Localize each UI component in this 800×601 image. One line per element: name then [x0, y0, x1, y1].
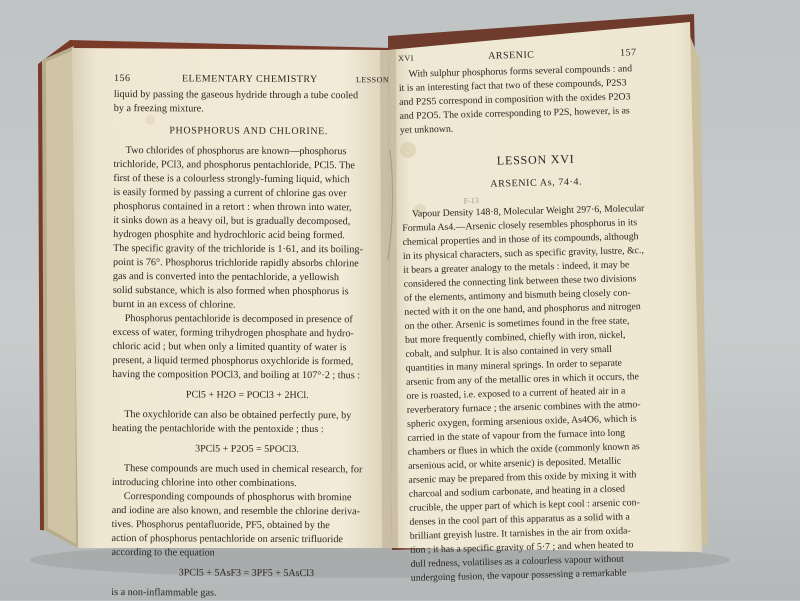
text-line: dull redness, volatilises as a colourless vapour without [410, 553, 624, 570]
section-heading: PHOSPHORUS AND CHLORINE. [169, 125, 329, 138]
text-line: yet unknown. [399, 123, 454, 136]
text-line: carried in the state of vapour from the furnace into long [407, 427, 626, 444]
text-line: Two chlorides of phosphorus are known—phosphorus [125, 145, 347, 158]
text-line: Phosphorus pentachloride is decomposed in presence of [124, 313, 353, 326]
left-page-text [111, 72, 390, 601]
left-running-head-right: LESSON [355, 75, 390, 85]
left-page-number: 156 [113, 72, 131, 85]
text-line: burnt in an excess of chlorine. [112, 298, 236, 311]
text-line: of the elements, antimony and bismuth being closely con- [403, 287, 631, 304]
text-line: is a non-inflammable gas. [111, 586, 217, 599]
text-line: point is 76°. Phosphorus trichloride rapidly absorbs chlorine [112, 256, 359, 270]
text-line: The specific gravity of the trichloride is 1·61, and its boiling- [113, 242, 363, 256]
text-line: crucible, the upper part of which is kept cool : arsenic con- [409, 497, 640, 514]
text-line: according to the equation [111, 546, 215, 559]
text-line: and P2S5 correspond in composition with the oxides P2O3 [399, 91, 631, 108]
text-line: and iodine are also known, and resemble the chlorine deriva- [111, 504, 361, 518]
text-line: hydrogen phosphite and hydrochloric acid being formed. [113, 228, 345, 242]
equation: 3PCl5 + 5AsF3 = 3PF5 + 5AsCl3 [178, 567, 315, 580]
text-line: on the other. Arsenic is sometimes found in the free state, [404, 315, 630, 332]
text-line: chloric acid ; but when only a limited quantity of water is [112, 340, 347, 354]
text-line: undergoing fusion, the vapour possessing a remarkable [410, 567, 627, 584]
text-line: Corresponding compounds of phosphorus with bromine [123, 491, 352, 504]
text-line: nected with it on the one hand, and phosphorus and nitrogen [404, 301, 641, 318]
left-running-head: ELEMENTARY CHEMISTRY [181, 73, 318, 86]
text-line: present, a liquid termed phosphorus oxychloride is formed, [112, 354, 354, 368]
equation: 3PCl5 + P2O5 = 5POCl3. [195, 443, 299, 455]
text-line: arsenic from any of the metallic ores in which it occurs, the [405, 371, 640, 388]
text-line: solid substance, which is also formed when phosphorus is [112, 284, 349, 298]
right-page-number: 157 [619, 47, 637, 59]
text-line: tives. Phosphorus pentafluoride, PF5, obtained by the [111, 518, 330, 532]
text-line: considered the connecting link between these two divisions [403, 273, 637, 290]
text-line: in its physical characters, such as specific gravity, lustre, &c., [402, 245, 645, 262]
text-line: Vapour Density 148·8, Molecular Weight 297·6, Molecular [411, 203, 645, 220]
text-line: is easily formed by passing a current of chlorine gas over [113, 186, 347, 200]
text-line: having the composition POCl3, and boiling at 107°·2 ; thus : [112, 368, 361, 382]
text-line: trichloride, PCl3, and phosphorus pentachloride, PCl5. The [113, 158, 355, 172]
text-line: These compounds are much used in chemical research, for [123, 463, 363, 476]
text-line: reverberatory furnace ; the arsenic combines with the atmo- [406, 399, 641, 416]
text-line: it bears a greater analogy to the metals : indeed, it may be [403, 259, 630, 276]
text-line: and P2O5. The oxide corresponding to P2S, however, is as [399, 105, 630, 122]
text-line: Formula As4.—Arsenic closely resembles phosphorus in its [402, 217, 638, 234]
text-line: but more frequently combined, chiefly with iron, nickel, [404, 329, 626, 346]
text-line: tion ; it has a specific gravity of 5·7 ; and when heated to [410, 539, 634, 556]
text-line: spheric oxygen, forming arsenious oxide, As4O6, which is [406, 413, 637, 430]
lesson-title: LESSON XVI [496, 151, 575, 168]
text-line: ore is roasted, i.e. exposed to a current of heated air in a [406, 385, 626, 402]
text-line: heating the pentachloride with the pentoxide ; thus : [112, 422, 324, 436]
pencil-note: F-13 [463, 196, 479, 206]
text-line: first of these is a colourless strongly-fuming liquid, which [113, 172, 350, 186]
text-line: gas and is converted into the pentachloride, a yellowish [112, 270, 340, 284]
text-line: it sinks down as a heavy oil, but is gradually decomposed, [113, 214, 351, 228]
left-running-header [113, 72, 390, 89]
text-line: arsenious acid, or white arsenic) is deposited. Metallic [407, 455, 622, 472]
equation: PCl5 + H2O = POCl3 + 2HCl. [185, 389, 309, 402]
text-line: action of phosphorus pentachloride on arsenic trifluoride [111, 532, 344, 546]
text-line: arsenic may be prepared from this oxide by mixing it with [408, 469, 637, 486]
text-line: introducing chlorine into other combinations. [111, 476, 297, 489]
text-line: liquid by passing the gaseous hydride through a tube cooled [113, 88, 359, 102]
text-line: brilliant greyish lustre. It tarnishes in the air from oxida- [409, 525, 631, 542]
text-line: chambers or flues in which the oxide (commonly known as [407, 441, 640, 458]
text-line: by a freezing mixture. [113, 102, 204, 115]
right-running-head-left: XVI [398, 53, 414, 63]
text-line: denses in the cool part of this apparatus as a solid with a [409, 511, 630, 528]
text-line: quantities in many mineral springs. In order to separate [405, 357, 623, 374]
lesson-subheading: ARSENIC As, 74·4. [490, 176, 583, 190]
text-line: With sulphur phosphorus forms several compounds : and [408, 63, 633, 80]
text-line: excess of water, forming trihydrogen phosphate and hydro- [112, 326, 354, 340]
text-line: charcoal and sodium carbonate, and heating in a closed [408, 483, 626, 500]
text-line: chemical properties and in those of its compounds, although [402, 231, 639, 248]
text-line: The oxychloride can also be obtained perfectly pure, by [124, 409, 352, 422]
text-line: phosphorus contained in a retort : when thrown into water, [113, 200, 352, 214]
text-line: cobalt, and sulphur. It is also contained in very small [405, 343, 612, 360]
right-running-head: ARSENIC [487, 49, 535, 62]
right-page-text [398, 45, 681, 585]
text-line: it is an interesting fact that two of these compounds, P2S3 [398, 77, 627, 94]
